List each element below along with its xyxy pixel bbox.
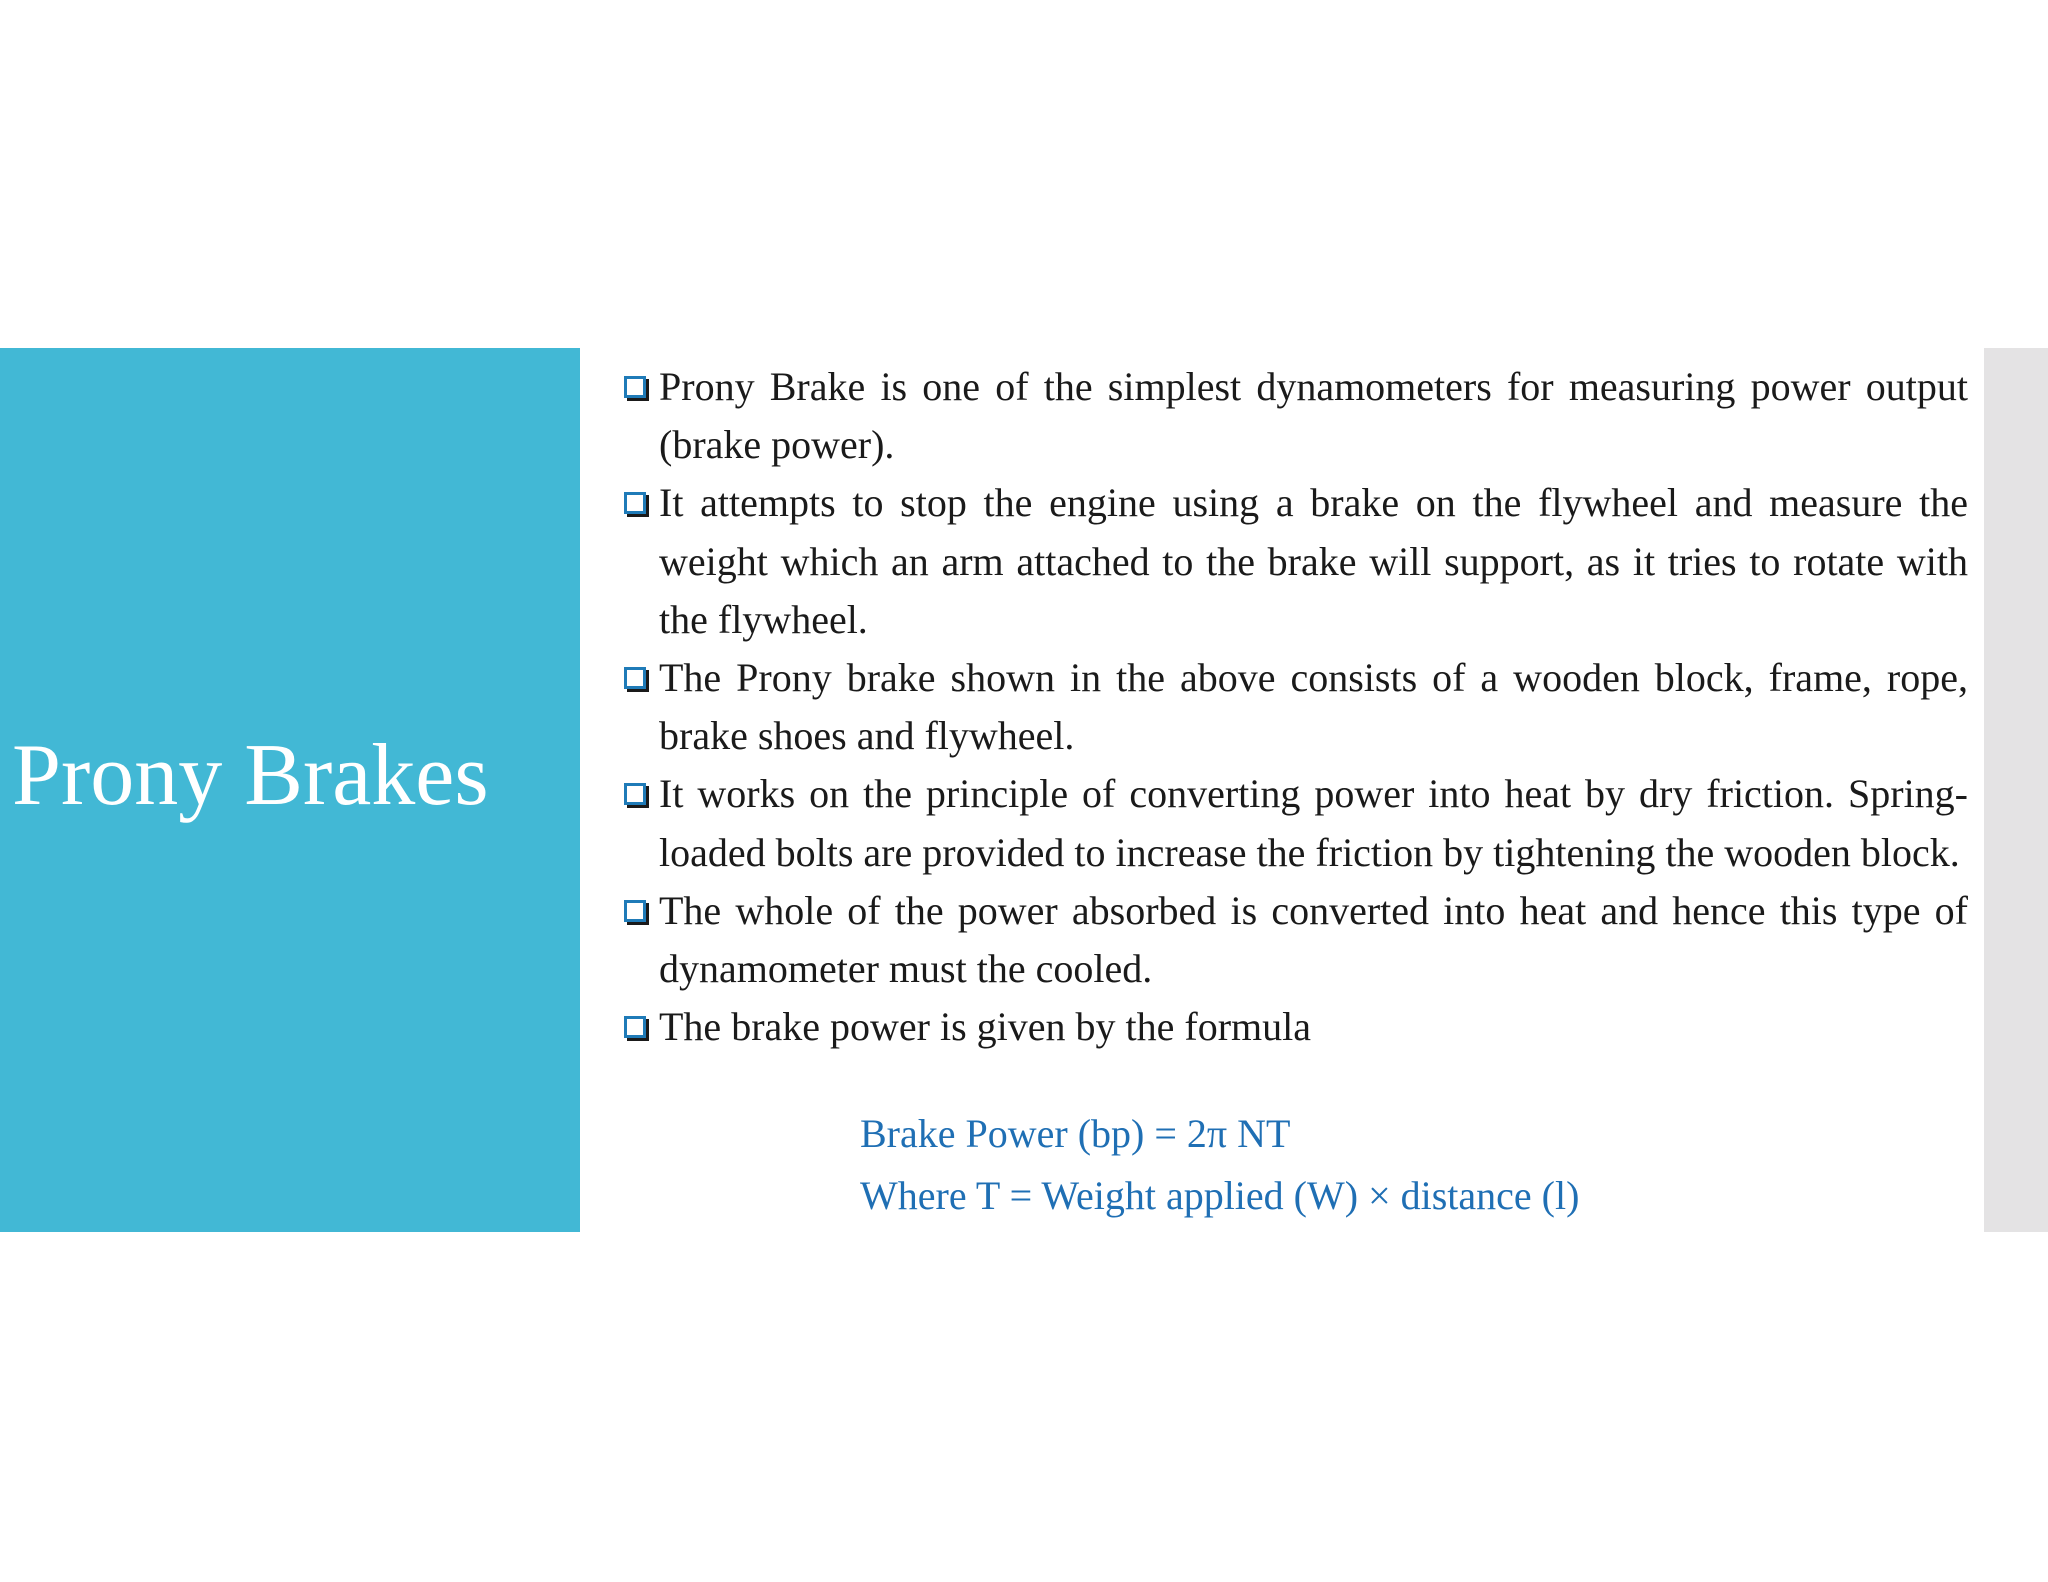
formula-brake-power: Brake Power (bp) = 2π NT	[860, 1111, 1291, 1156]
checkbox-bullet-icon	[624, 1016, 646, 1038]
slide-title: Prony Brakes	[12, 727, 489, 824]
list-item	[628, 882, 1968, 998]
formula-torque-definition: Where T = Weight applied (W) × distance (l)	[860, 1173, 1580, 1218]
list-item	[628, 649, 1968, 765]
checkbox-bullet-icon	[624, 667, 646, 689]
checkbox-bullet-icon	[624, 783, 646, 805]
bullet-text: The brake power is given by the formula	[659, 1004, 1312, 1050]
list-item	[628, 998, 1968, 1056]
bullet-text: The Prony brake shown in the above consists of a wooden block, frame, rope, brake shoes and flywheel.	[659, 655, 1968, 759]
bullet-text: The whole of the power absorbed is converted into heat and hence this type of dynamometer must the cooled.	[659, 887, 1968, 992]
bullet-text: It works on the principle of converting power into heat by dry friction. Spring-loaded bolts are provided to increase the friction by tightening the wooden block.	[659, 771, 1968, 875]
checkbox-bullet-icon	[624, 492, 646, 514]
checkbox-bullet-icon	[624, 900, 646, 922]
list-item	[628, 474, 1968, 649]
list-item	[628, 765, 1968, 881]
bullet-text: It attempts to stop the engine using a brake on the flywheel and measure the weight which an arm attached to the brake will support, as it tries to rotate with the flywheel.	[659, 480, 1968, 642]
bullet-text: Prony Brake is one of the simplest dynamometers for measuring power output (brake power).	[659, 364, 1968, 468]
bullet-list	[628, 358, 1968, 1056]
checkbox-bullet-icon	[624, 376, 646, 398]
slide	[0, 348, 2048, 1232]
list-item	[628, 358, 1968, 474]
title-panel	[0, 348, 580, 1232]
side-strip	[1984, 348, 2048, 1232]
content-panel	[580, 348, 1984, 1232]
